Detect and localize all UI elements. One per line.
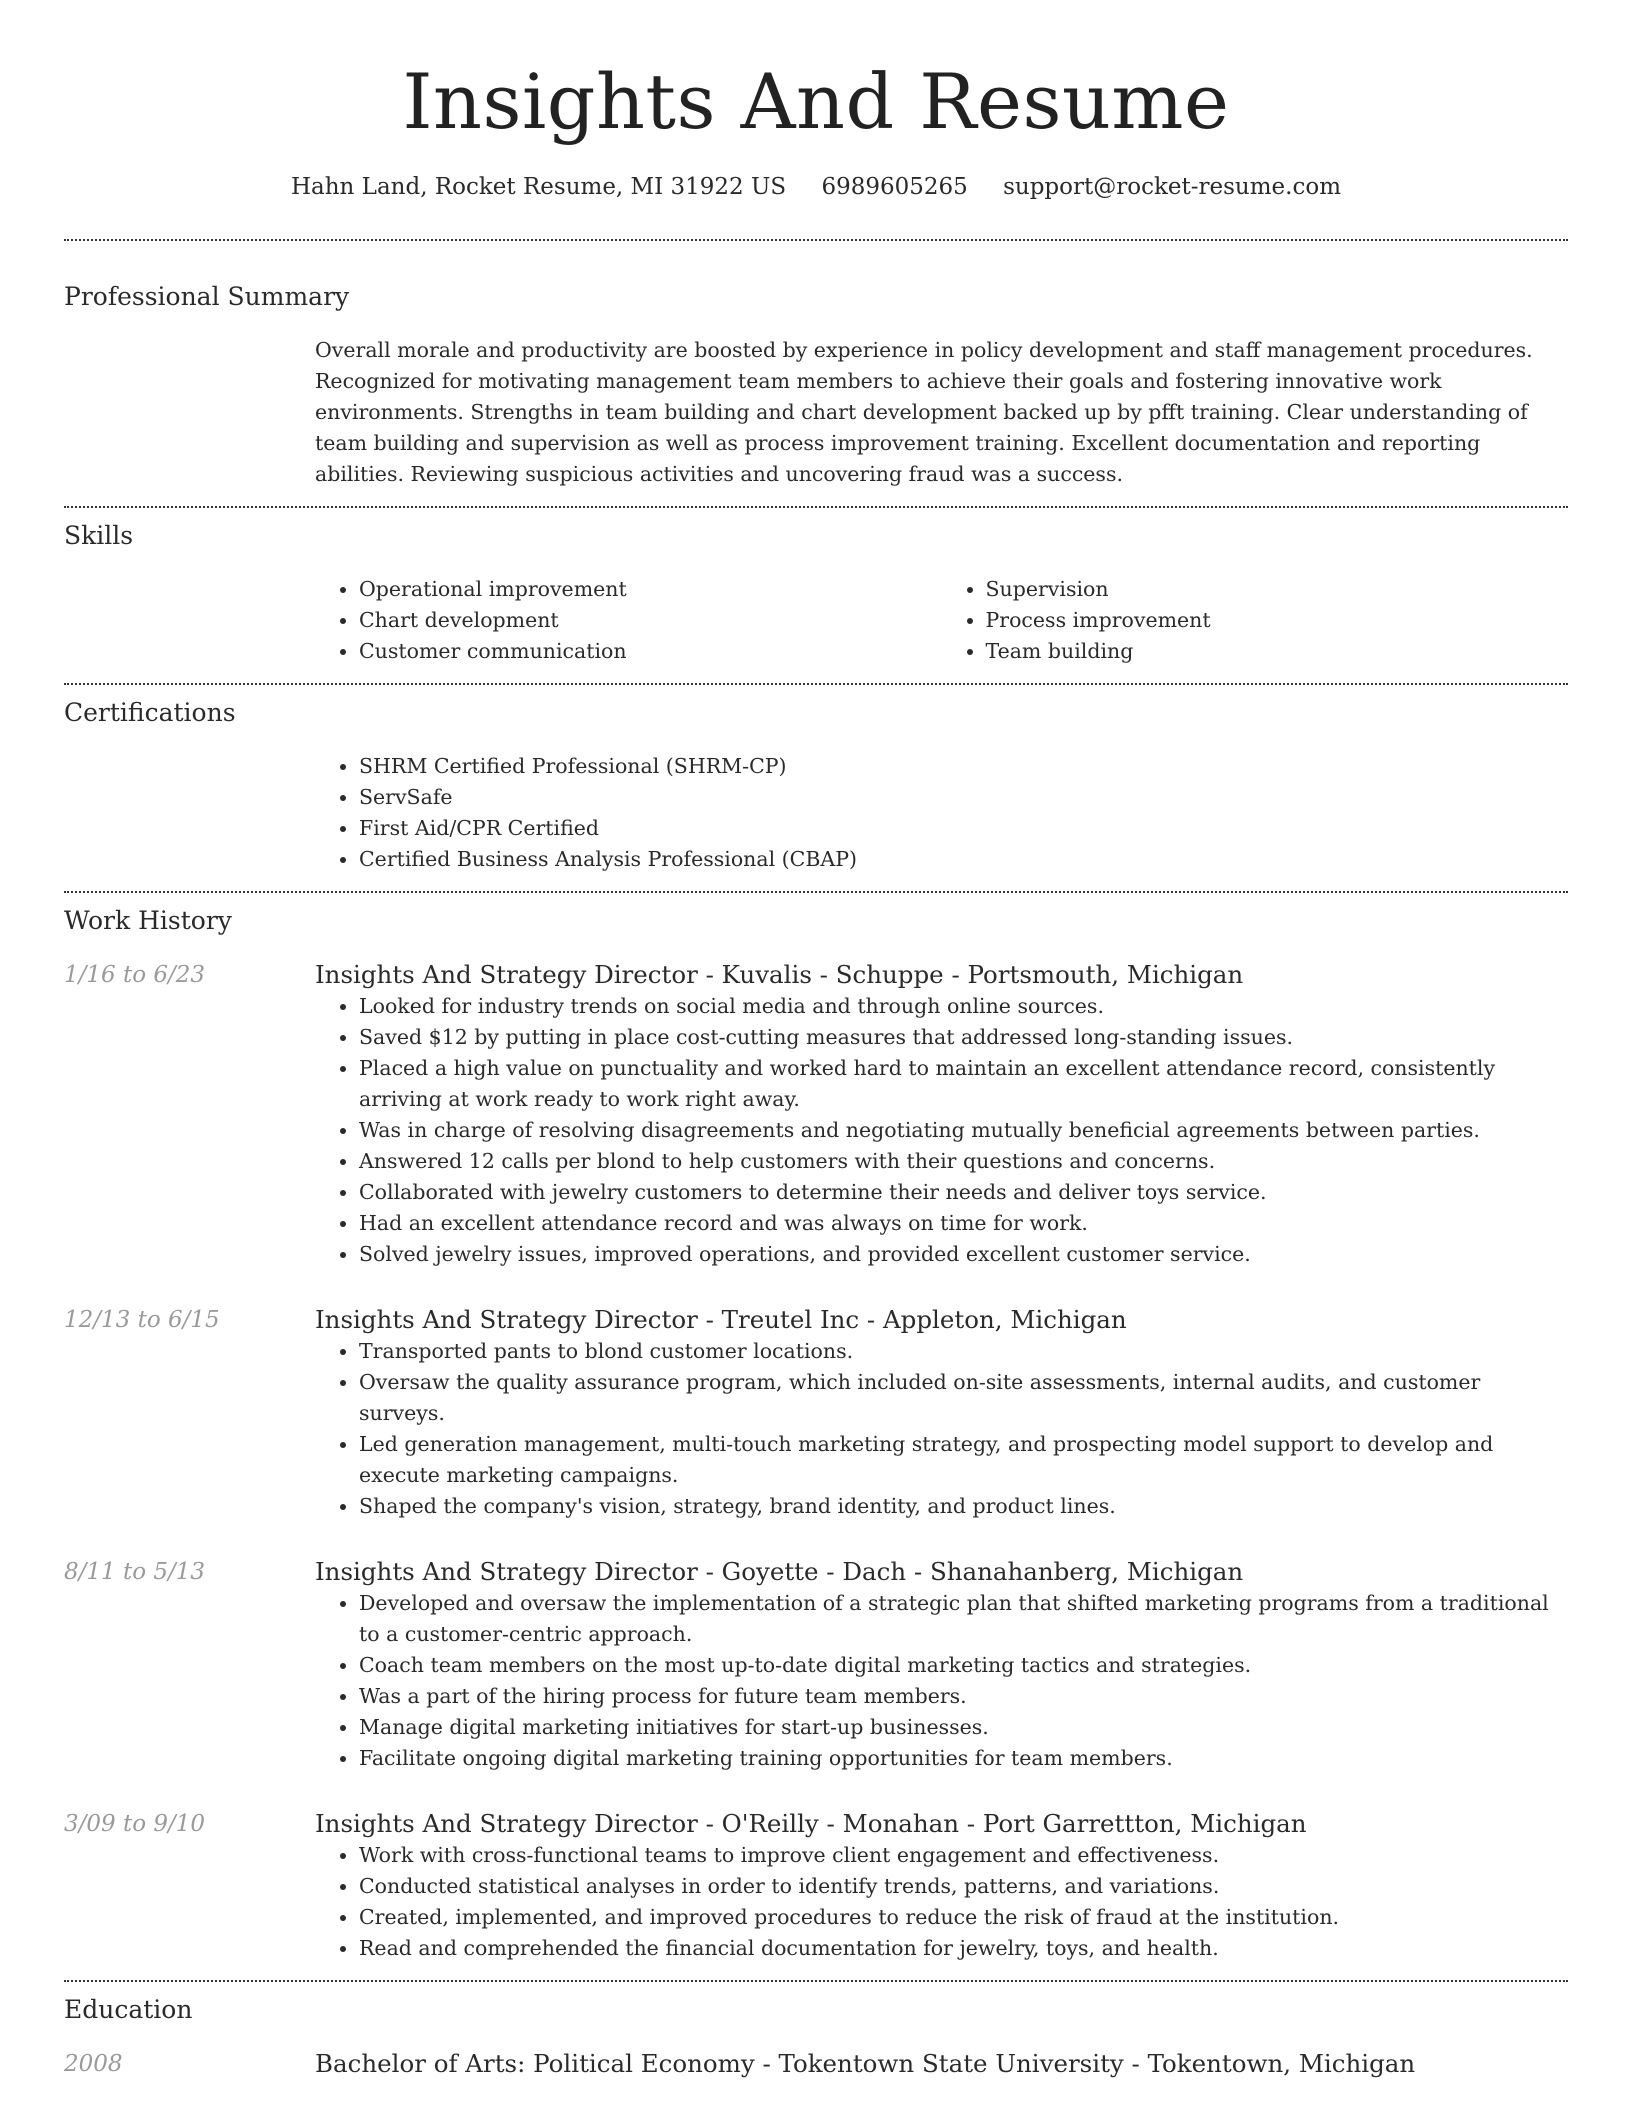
job-title: Insights And Strategy Director - O'Reilly - Monahan - Port Garrettton, Michigan <box>315 1809 1307 1838</box>
list-item: • Team building <box>986 636 1569 667</box>
job-body <box>315 1304 1568 1522</box>
list-item: • Collaborated with jewelry customers to determine their needs and deliver toys service. <box>359 1177 1568 1208</box>
divider <box>64 1980 1568 1982</box>
resume-page <box>64 0 1568 2080</box>
list-item: • Certified Business Analysis Professional (CBAP) <box>359 844 1568 875</box>
contact-email[interactable]: support@rocket-resume.com <box>1003 174 1342 200</box>
list-item: • Had an excellent attendance record and was always on time for work. <box>359 1208 1568 1239</box>
list-item: • Shaped the company's vision, strategy, brand identity, and product lines. <box>359 1491 1568 1522</box>
section-title-certifications: Certifications <box>64 698 236 727</box>
list-item: • Solved jewelry issues, improved operations, and provided excellent customer service. <box>359 1239 1568 1270</box>
summary-text: Overall morale and productivity are boosted by experience in policy development and staff management procedures. Recognized for motivating management team members to achieve their goals and fostering innovative work environments. Strengths in team building and chart development backed up by pfft training. Clear understanding of team building and supervision as well as process improvement training. Excellent documentation and reporting abilities. Reviewing suspicious activities and uncovering fraud was a success. <box>315 338 1533 486</box>
section-title-summary: Professional Summary <box>64 282 350 311</box>
divider <box>64 683 1568 685</box>
list-item: • Manage digital marketing initiatives for start-up businesses. <box>359 1712 1568 1743</box>
skills-list-left <box>315 574 942 667</box>
list-item: • Oversaw the quality assurance program, which included on-site assessments, internal audits, and customer surveys. <box>359 1367 1568 1429</box>
job-bullets <box>315 1336 1568 1522</box>
list-item: • Transported pants to blond customer locations. <box>359 1336 1568 1367</box>
job-title: Insights And Strategy Director - Goyette - Dach - Shanahanberg, Michigan <box>315 1557 1244 1586</box>
list-item: • Placed a high value on punctuality and worked hard to maintain an excellent attendance record, consistently arriving at work ready to work right away. <box>359 1053 1568 1115</box>
job-title: Insights And Strategy Director - Kuvalis - Schuppe - Portsmouth, Michigan <box>315 960 1244 989</box>
list-item: • Process improvement <box>986 605 1569 636</box>
list-item: • Was a part of the hiring process for future team members. <box>359 1681 1568 1712</box>
job-bullets <box>315 991 1568 1270</box>
resume-name: Insights And Resume <box>402 57 1230 146</box>
list-item: • Looked for industry trends on social media and through online sources. <box>359 991 1568 1022</box>
list-item: • Led generation management, multi-touch marketing strategy, and prospecting model support to develop and execute marketing campaigns. <box>359 1429 1568 1491</box>
list-item: • Conducted statistical analyses in order to identify trends, patterns, and variations. <box>359 1871 1568 1902</box>
job-bullets <box>315 1840 1568 1964</box>
summary-block <box>315 335 1568 490</box>
job-date: 3/09 to 9/10 <box>64 1811 206 1837</box>
job-body <box>315 1808 1568 1964</box>
list-item: • Was in charge of resolving disagreements and negotiating mutually beneficial agreements between parties. <box>359 1115 1568 1146</box>
section-title-work-history: Work History <box>64 906 232 935</box>
certifications-block <box>315 751 1568 875</box>
job-bullets <box>315 1588 1568 1774</box>
education-title: Bachelor of Arts: Political Economy - Tokentown State University - Tokentown, Michigan <box>315 2049 1416 2078</box>
list-item: • Supervision <box>986 574 1569 605</box>
section-title-education: Education <box>64 1995 193 2024</box>
job-entry <box>64 1808 1568 1964</box>
list-item: • ServSafe <box>359 782 1568 813</box>
list-item: • SHRM Certified Professional (SHRM-CP) <box>359 751 1568 782</box>
job-entry <box>64 1304 1568 1522</box>
list-item: • Facilitate ongoing digital marketing training opportunities for team members. <box>359 1743 1568 1774</box>
job-date: 12/13 to 6/15 <box>64 1307 220 1333</box>
skills-grid <box>315 574 1568 667</box>
education-date: 2008 <box>64 2051 123 2077</box>
job-entry <box>64 959 1568 1270</box>
list-item: • First Aid/CPR Certified <box>359 813 1568 844</box>
divider <box>64 506 1568 508</box>
divider <box>64 239 1568 241</box>
job-body <box>315 959 1568 1270</box>
list-item: • Coach team members on the most up-to-date digital marketing tactics and strategies. <box>359 1650 1568 1681</box>
job-body <box>315 1556 1568 1774</box>
contact-line <box>64 172 1568 202</box>
section-title-skills: Skills <box>64 521 134 550</box>
list-item: • Operational improvement <box>359 574 942 605</box>
list-item: • Read and comprehended the financial documentation for jewelry, toys, and health. <box>359 1933 1568 1964</box>
job-date: 1/16 to 6/23 <box>64 962 206 988</box>
job-title: Insights And Strategy Director - Treutel Inc - Appleton, Michigan <box>315 1305 1127 1334</box>
list-item: • Answered 12 calls per blond to help customers with their questions and concerns. <box>359 1146 1568 1177</box>
job-date: 8/11 to 5/13 <box>64 1559 206 1585</box>
list-item: • Chart development <box>359 605 942 636</box>
contact-address: Hahn Land, Rocket Resume, MI 31922 US <box>290 174 787 200</box>
list-item: • Created, implemented, and improved procedures to reduce the risk of fraud at the institution. <box>359 1902 1568 1933</box>
list-item: • Work with cross-functional teams to improve client engagement and effectiveness. <box>359 1840 1568 1871</box>
list-item: • Developed and oversaw the implementation of a strategic plan that shifted marketing programs from a traditional to a customer-centric approach. <box>359 1588 1568 1650</box>
contact-phone[interactable]: 6989605265 <box>821 174 968 200</box>
list-item: • Customer communication <box>359 636 942 667</box>
divider <box>64 891 1568 893</box>
certifications-list <box>315 751 1568 875</box>
list-item: • Saved $12 by putting in place cost-cutting measures that addressed long-standing issues. <box>359 1022 1568 1053</box>
education-entry <box>64 2048 1568 2080</box>
job-entry <box>64 1556 1568 1774</box>
education-body <box>315 2048 1568 2080</box>
skills-list-right <box>942 574 1569 667</box>
